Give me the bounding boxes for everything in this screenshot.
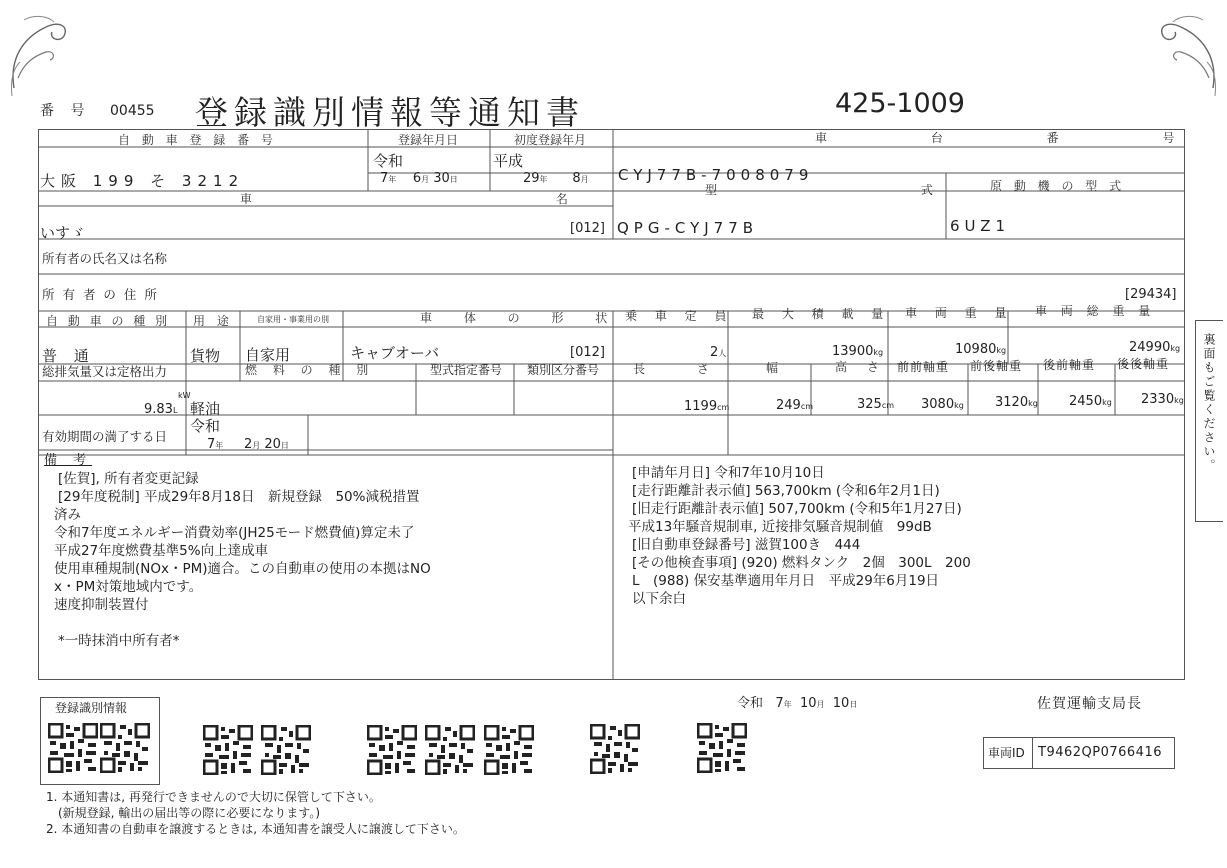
label-class-number: 類別区分番号 [527,363,600,377]
qr-code-icon [48,723,98,773]
vehicle-id-label: 車両ID [988,746,1025,760]
body-shape: キャブオーバ [350,344,440,362]
label-registration-date: 登録年月日 [398,133,459,147]
issuer: 佐賀運輸支局長 [1037,696,1142,712]
label-capacity: 乗 車 定 員 [625,309,734,323]
remark-line: [29年度税制] 平成29年8月18日 新規登録 50%減税措置 [58,489,420,505]
remark-line: [走行距離計表示値] 563,700km (令和6年2月1日) [632,483,940,499]
qr-code-icon [261,725,311,775]
front-rear-axle-value: 3120kg [995,395,1038,410]
label-width: 幅 [766,361,783,375]
address-code: [29434] [1125,287,1177,302]
use: 貨物 [190,347,221,365]
corner-ornament-right [1153,8,1223,98]
remark-line: 速度抑制装置付 [54,597,149,613]
chassis-number: CYJ77B-7008079 [618,166,814,184]
fuel-type: 軽油 [190,400,221,418]
remark-line [58,614,431,632]
label-rear-rear-axle: 後後軸重 [1117,357,1170,371]
qr-code-icon [367,725,417,775]
kw-unit: kW [178,391,191,400]
registration-date-era: 令和 [373,152,404,170]
remarks-left [54,470,431,650]
gross-weight-value: 24990kg [1129,340,1181,355]
first-registration-date: 29年 8月 [523,171,589,186]
expiry-date: 7年 2月 20日 [207,437,289,452]
qr-code-icon [697,723,747,773]
label-max-load: 最 大 積 載 量 [752,307,891,321]
label-gross-weight: 車 両 総 重 量 [1035,304,1156,318]
remark-line: 以下余白 [632,591,686,607]
qr-code-icon [425,725,475,775]
displacement-value: 9.83L [144,402,178,417]
body-shape-code: [012] [570,345,605,360]
label-rear-front-axle: 後前軸重 [1043,358,1096,372]
label-engine-model: 原 動 機 の 型 式 [990,179,1126,193]
label-expiry: 有効期間の満了する日 [42,429,168,444]
height-value: 325cm [857,397,895,412]
side-note: 裏面もご覧ください。 [1202,333,1216,473]
vehicle-id: T9462QP0766416 [1038,745,1162,760]
engine-model: 6UZ1 [950,217,1011,235]
capacity-value: 2人 [710,345,727,360]
footer-note-line: 2. 本通知書の自動車を譲渡するときは, 本通知書を譲受人に譲渡して下さい。 [46,822,465,836]
label-fuel: 燃 料 の 種 別 [245,363,375,377]
qr-code-icon [203,725,253,775]
side-note-box [1195,320,1223,522]
issue-date: 令和 7年 10月 10日 [737,696,858,711]
remark-line: [旧走行距離計表示値] 507,700km (令和5年1月27日) [632,501,962,517]
qr-code-icon [484,725,534,775]
car-name-code: [012] [570,221,605,236]
corner-ornament-left [4,8,74,98]
vehicle-weight-value: 10980kg [955,342,1007,357]
model: QPG-CYJ77B [617,219,759,237]
remark-line: *一時抹消中所有者* [58,633,180,649]
label-owner-address: 所 有 者 の 住 所 [42,287,159,302]
use-class: 自家用 [245,346,291,364]
label-owner-name: 所有者の氏名又は名称 [42,251,168,266]
remark-line: [佐賀], 所有者変更記録 [58,471,199,487]
label-vehicle-kind: 自 動 車 の 種 別 [46,314,171,328]
qr-code-icon [590,724,640,774]
first-registration-era: 平成 [493,152,524,170]
registration-number: 大阪 199 そ 3212 [40,172,245,190]
label-displacement: 総排気量又は定格出力 [42,364,168,379]
remark-line: L (988) 保安基準適用年月日 平成29年6月19日 [632,573,940,589]
remark-line: 令和7年度エネルギー消費効率(JH25モード燃費値)算定未了 [54,525,415,541]
rear-rear-axle-value: 2330kg [1141,392,1184,407]
label-first-registration: 初度登録年月 [514,133,587,147]
label-use-class: 自家用・事業用の別 [257,315,329,324]
document-number: 00455 [110,103,155,119]
remark-line: [申請年月日] 令和7年10月10日 [632,465,825,481]
remark-line: 使用車種規制(NOx・PM)適合。この自動車の使用の本拠はNO [54,561,431,577]
label-remarks: 備 考 [44,453,93,468]
remark-line: 平成27年度燃費基準5%向上達成車 [54,543,269,559]
expiry-era: 令和 [190,417,221,435]
label-registration-number: 自 動 車 登 録 番 号 [118,133,277,147]
footer-note-line: 1. 本通知書は, 再発行できませんので大切に保管して下さい。 [46,790,381,804]
remark-line: [その他検査事項] (920) 燃料タンク 2個 300L 200 [632,555,971,571]
registration-date: 7年 6月 30日 [380,171,458,186]
label-use: 用 途 [193,314,233,328]
rear-front-axle-value: 2450kg [1069,394,1112,409]
label-body-shape: 車 体 の 形 状 [420,311,622,325]
qr-box-label: 登録識別情報 [55,701,128,715]
handwritten-reference: 425-1009 [835,88,965,119]
footer-note-line: (新規登録, 輸出の届出等の際に必要になります。) [46,806,321,820]
width-value: 249cm [776,398,814,413]
label-type-designation: 型式指定番号 [430,363,503,377]
remark-line: [旧自動車登録番号] 滋賀100き 444 [632,537,861,553]
vehicle-kind: 普 通 [42,347,95,365]
qr-code-icon [100,723,150,773]
label-height: 高 さ [835,360,887,374]
remark-line: 平成13年騒音規制車, 近接排気騒音規制値 99dB [628,519,932,535]
document-title: 登録識別情報等通知書 [195,93,585,132]
footer-notes [46,789,465,837]
label-model: 型 式 [705,183,1033,197]
vehicle-id-box [983,737,1175,769]
remarks-right [628,464,971,608]
label-car-name: 車 名 [240,192,718,206]
label-length: 長 さ [633,362,733,376]
label-front-front-axle: 前前軸重 [897,360,950,374]
remark-line: x・PM対策地域内です。 [54,579,203,595]
front-front-axle-value: 3080kg [921,397,964,412]
number-label: 番 号 [40,103,91,119]
car-name: いすゞ [40,224,86,242]
length-value: 1199cm [684,399,730,414]
remark-line: 済み [54,507,81,523]
max-load-value: 13900kg [832,344,884,359]
label-front-rear-axle: 前後軸重 [970,359,1023,373]
label-chassis-number: 車 台 番 号 [815,131,1225,145]
label-vehicle-weight: 車 両 重 量 [905,306,1014,320]
